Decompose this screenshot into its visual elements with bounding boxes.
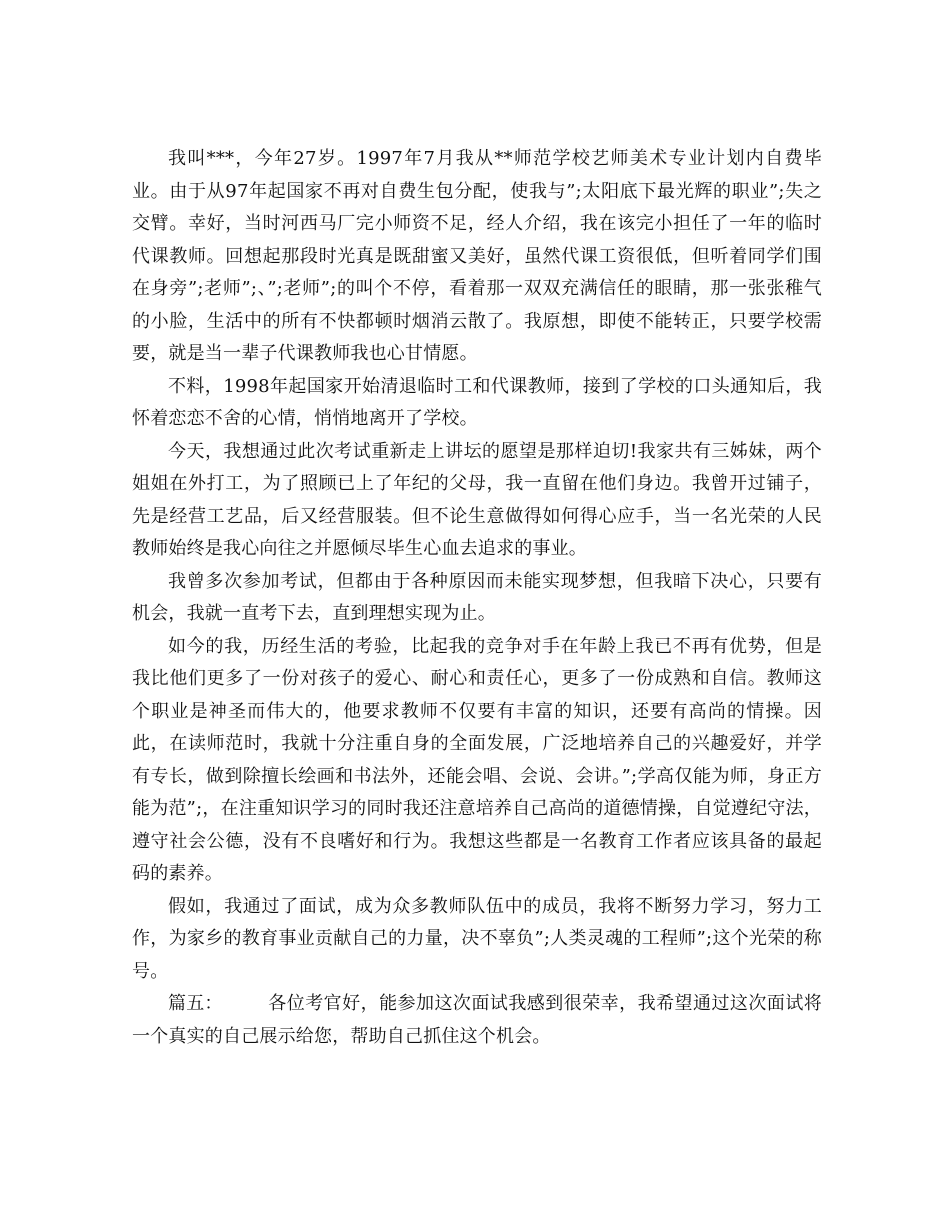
paragraph-qualities: 如今的我，历经生活的考验，比起我的竞争对手在年龄上我已不再有优势，但是我比他们更多了一份对孩子的爱心、耐心和责任心，更多了一份成熟和自信。教师这个职业是神圣而伟大的，他要求教师不仅要有丰富的知识，还要有高尚的情操。因此，在读师范时，我就十分注重自身的全面发展，广泛地培养自己的兴趣爱好，并学有专长，做到除擅长绘画和书法外，还能会唱、会说、会讲。”;学高仅能为师，身正方能为范”;，在注重知识学习的同时我还注意培养自己高尚的道德情操，自觉遵纪守法，遵守社会公德，没有不良嗜好和行为。我想这些都是一名教育工作者应该具备的最起码的素养。 xyxy=(132,635,823,884)
paragraph-intro: 我叫***，今年27岁。1997年7月我从**师范学校艺师美术专业计划内自费毕业。由于从97年起国家不再对自费生包分配，使我与”;太阳底下最光辉的职业”;失之交臂。幸好，当时河西马厂完小师资不足，经人介绍，我在该完小担任了一年的临时代课教师。回想起那段时光真是既甜蜜又美好，虽然代课工资很低，但听着同学们围在身旁”;老师”;、”;老师”;的叫个不停，看着那一双双充满信任的眼睛，那一张张稚气的小脸，生活中的所有不快都顿时烟消云散了。我原想，即使不能转正，只要学校需要，就是当一辈子代课教师我也心甘情愿。 xyxy=(132,148,822,364)
section-text: 各位考官好，能参加这次面试我感到很荣幸，我希望通过这次面试将一个真实的自己展示给您，帮助自己抓住这个机会。 xyxy=(132,993,822,1047)
paragraph-commitment: 假如，我通过了面试，成为众多教师队伍中的成员，我将不断努力学习，努力工作，为家乡的教育事业贡献自己的力量，决不辜负”;人类灵魂的工程师”;这个光荣的称号。 xyxy=(132,895,822,982)
paragraph-persistence: 我曾多次参加考试，但都由于各种原因而未能实现梦想，但我暗下决心，只要有机会，我就一直考下去，直到理想实现为止。 xyxy=(132,570,822,624)
section-label: 篇五： xyxy=(168,993,223,1014)
paragraph-section-five xyxy=(132,988,822,1053)
paragraph-aspiration: 今天，我想通过此次考试重新走上讲坛的愿望是那样迫切!我家共有三姊妹，两个姐姐在外打工，为了照顾已上了年纪的父母，我一直留在他们身边。我曾开过铺子，先是经营工艺品，后又经营服装。但不论生意做得如何得心应手，当一名光荣的人民教师始终是我心向往之并愿倾尽毕生心血去追求的事业。 xyxy=(132,440,822,559)
document-body xyxy=(132,143,822,1053)
paragraph-dismissal: 不料，1998年起国家开始清退临时工和代课教师，接到了学校的口头通知后，我怀着恋恋不舍的心情，悄悄地离开了学校。 xyxy=(132,375,822,429)
